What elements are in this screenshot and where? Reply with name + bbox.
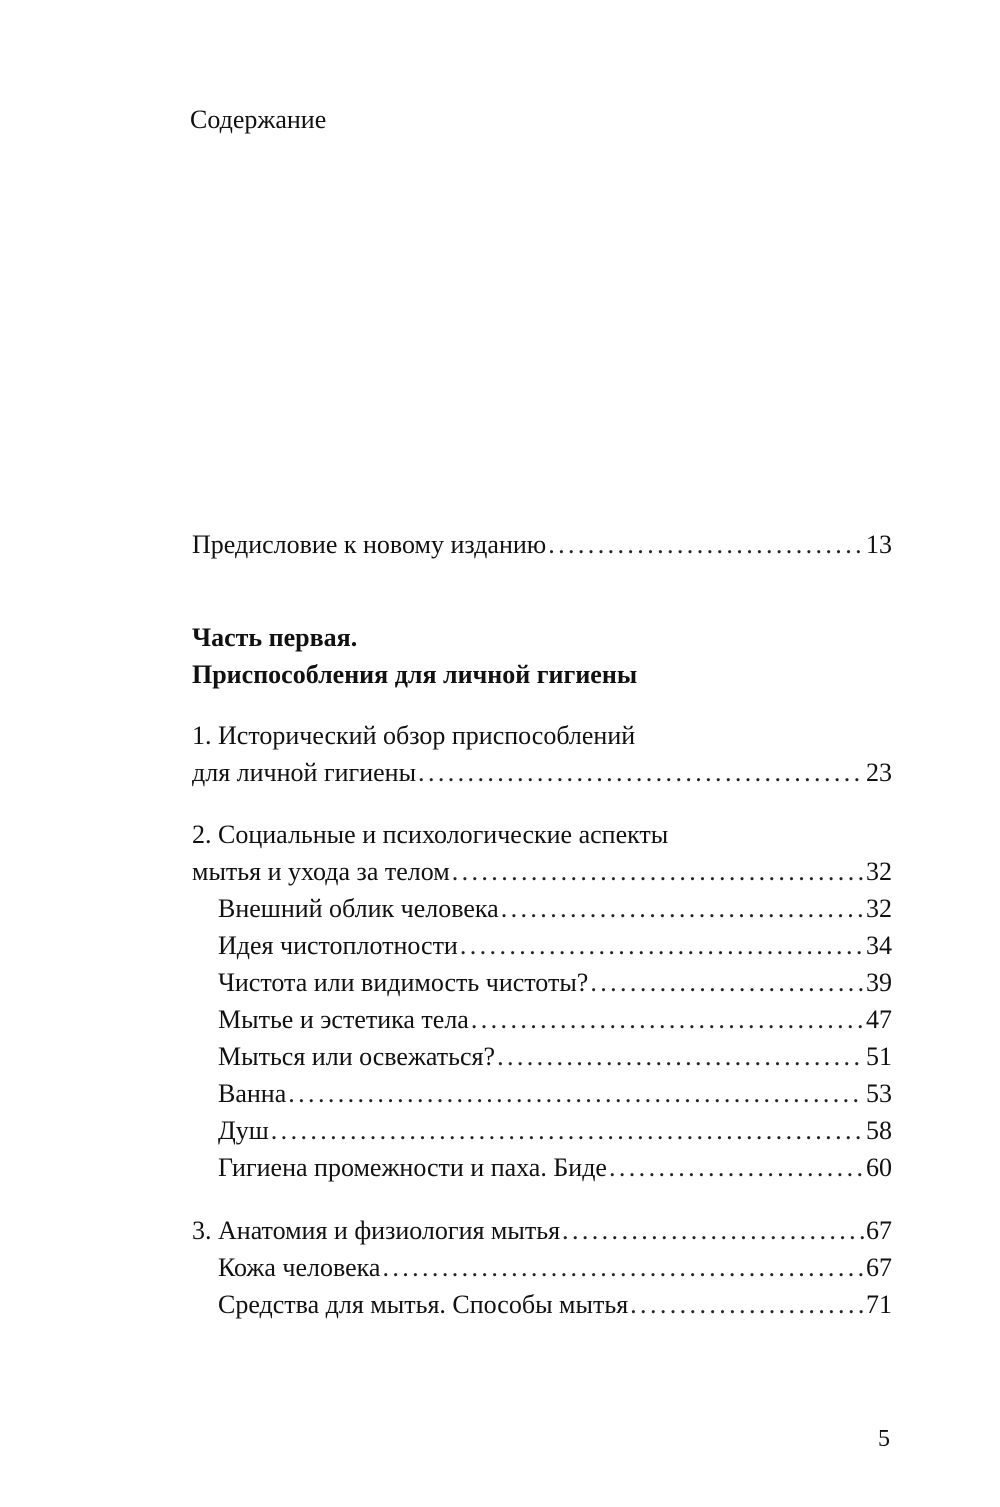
toc-section-entry [218, 1114, 892, 1148]
chapter-2-title-line1: 2. Социальные и психологические аспекты [192, 820, 669, 849]
toc-entry-title: Идея чистоплотности [218, 931, 458, 960]
dot-leader [499, 892, 864, 926]
toc-section-entry [218, 1077, 892, 1111]
toc-entry-title: Мыться или освежаться? [218, 1042, 496, 1071]
part-title-line1: Часть первая. [192, 623, 358, 652]
toc-entry-title: 3. Анатомия и физиология мытья [192, 1216, 561, 1245]
dot-leader [286, 1077, 864, 1111]
toc-entry-title: Чистота или видимость чистоты? [218, 968, 589, 997]
toc-section-entry [218, 929, 892, 963]
toc-section-entry [218, 1003, 892, 1037]
page-title: Содержание [190, 105, 327, 134]
toc-entry-title: Ванна [218, 1079, 287, 1108]
toc-entry-title: Гигиена промежности и паха. Биде [218, 1153, 607, 1182]
dot-leader [560, 1214, 864, 1248]
toc-entry-page: 23 [866, 758, 892, 787]
toc-section-entry [218, 1151, 892, 1185]
dot-leader [607, 1151, 864, 1185]
toc-section-entry [218, 966, 892, 1000]
toc-entry-page: 67 [866, 1216, 892, 1245]
toc-entry-preface [192, 528, 892, 562]
toc-entry-title: Средства для мытья. Способы мытья [218, 1290, 629, 1319]
dot-leader [416, 756, 864, 790]
toc-entry-page: 34 [866, 931, 892, 960]
dot-leader [450, 855, 864, 889]
toc-entry-page: 13 [866, 530, 892, 559]
dot-leader [546, 528, 864, 562]
toc-entry-page: 67 [866, 1253, 892, 1282]
dot-leader [628, 1288, 864, 1322]
toc-entry-page: 58 [866, 1116, 892, 1145]
chapter-1-title-line1: 1. Исторический обзор приспособлений [192, 721, 636, 750]
toc-entry-chapter-3 [192, 1214, 892, 1248]
toc-entry-chapter-2 [192, 855, 892, 889]
dot-leader [469, 1003, 864, 1037]
dot-leader [588, 966, 864, 1000]
dot-leader [380, 1251, 864, 1285]
toc-entry-page: 47 [866, 1005, 892, 1034]
toc-section-entry [218, 1251, 892, 1285]
toc-entry-chapter-1 [192, 756, 892, 790]
toc-entry-title: Мытье и эстетика тела [218, 1005, 469, 1034]
toc-entry-page: 51 [866, 1042, 892, 1071]
toc-entry-page: 39 [866, 968, 892, 997]
toc-section-entry [218, 1288, 892, 1322]
toc-entry-title: Душ [218, 1116, 269, 1145]
toc-entry-title: Кожа человека [218, 1253, 381, 1282]
dot-leader [495, 1040, 864, 1074]
toc-section-entry [218, 892, 892, 926]
toc-entry-title: Внешний облик человека [218, 894, 499, 923]
dot-leader [269, 1114, 864, 1148]
toc-entry-title: для личной гигиены [192, 758, 417, 787]
toc-entry-page: 60 [866, 1153, 892, 1182]
toc-entry-page: 32 [866, 857, 892, 886]
part-title-line2: Приспособления для личной гигиены [192, 660, 638, 689]
dot-leader [458, 929, 864, 963]
toc-section-entry [218, 1040, 892, 1074]
page-number: 5 [878, 1426, 890, 1452]
toc-entry-page: 32 [866, 894, 892, 923]
toc-entry-title: Предисловие к новому изданию [192, 530, 547, 559]
toc-entry-title: мытья и ухода за телом [192, 857, 450, 886]
toc-entry-page: 53 [866, 1079, 892, 1108]
toc-entry-page: 71 [866, 1290, 892, 1319]
